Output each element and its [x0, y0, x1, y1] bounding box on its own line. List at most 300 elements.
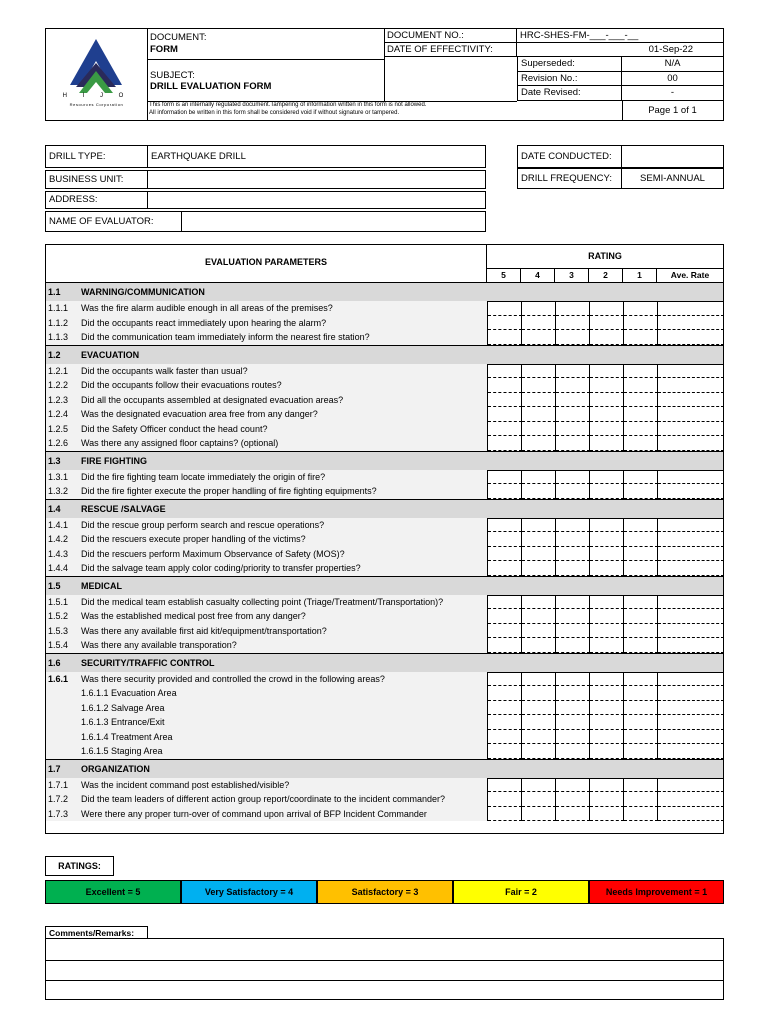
- evaluation-item: [46, 316, 723, 331]
- rating-cell[interactable]: [556, 561, 590, 576]
- rating-cell[interactable]: [590, 532, 624, 547]
- rating-cell[interactable]: [556, 701, 590, 716]
- rating-cell[interactable]: [624, 301, 658, 316]
- rating-cell[interactable]: [590, 316, 624, 331]
- rating-cell[interactable]: [522, 364, 556, 379]
- evaluation-item: [46, 364, 723, 379]
- document-header: [45, 28, 724, 121]
- item-number: 1.7.3: [48, 808, 69, 819]
- rating-cell[interactable]: [522, 595, 556, 610]
- evaluation-item: [46, 547, 723, 562]
- item-number: 1.5.4: [48, 640, 69, 650]
- item-number: 1.2.6: [48, 438, 69, 448]
- document-value: FORM: [150, 44, 178, 55]
- evaluation-item: [46, 715, 723, 730]
- business-unit-field[interactable]: [147, 170, 486, 189]
- rating-cell[interactable]: [590, 547, 624, 562]
- rating-cell[interactable]: [624, 609, 658, 624]
- rating-scale-item: Fair = 2: [453, 880, 589, 904]
- rating-cells: [487, 470, 723, 485]
- rating-cell[interactable]: [556, 436, 590, 451]
- rating-cell[interactable]: [556, 792, 590, 807]
- date-revised-label: Date Revised:: [517, 86, 622, 101]
- rating-cells: [487, 484, 723, 499]
- item-number: 1.1.3: [48, 332, 69, 342]
- section-number: 1.1: [48, 287, 61, 297]
- item-question: 1.6.1.5 Staging Area: [81, 746, 163, 756]
- item-number: 1.2.5: [48, 423, 69, 434]
- rating-cell[interactable]: [522, 807, 556, 822]
- rating-cell[interactable]: [522, 792, 556, 807]
- page-number: Page 1 of 1: [648, 105, 697, 116]
- rating-col-header: 3: [555, 269, 589, 282]
- comments-label: Comments/Remarks:: [45, 926, 148, 939]
- rating-cell[interactable]: [658, 484, 724, 499]
- notice-cell: [147, 101, 623, 120]
- rating-cell[interactable]: [522, 436, 556, 451]
- item-number: 1.5.1: [48, 596, 69, 607]
- section-title: SECURITY/TRAFFIC CONTROL: [81, 657, 215, 668]
- rating-col-header: Ave. Rate: [670, 270, 710, 280]
- section-number: 1.3: [48, 455, 61, 466]
- rating-cell[interactable]: [556, 672, 590, 687]
- rating-cell[interactable]: [488, 393, 522, 408]
- rating-cell[interactable]: [658, 638, 724, 653]
- rating-cell[interactable]: [488, 715, 522, 730]
- section-title: ORGANIZATION: [81, 763, 150, 774]
- section-title: EVACUATION: [81, 349, 140, 360]
- rating-cell[interactable]: [624, 484, 658, 499]
- item-question: Was the fire alarm audible enough in all areas of the premises?: [81, 303, 333, 313]
- rating-cell[interactable]: [658, 532, 724, 547]
- rating-cell[interactable]: [658, 518, 724, 533]
- rating-cell[interactable]: [488, 561, 522, 576]
- rating-cell[interactable]: [658, 686, 724, 701]
- rating-cell[interactable]: [522, 686, 556, 701]
- date-conducted-field[interactable]: [621, 145, 724, 168]
- rating-cell[interactable]: [522, 316, 556, 331]
- rating-cells: [487, 609, 723, 624]
- rating-cell[interactable]: [590, 484, 624, 499]
- rating-cell[interactable]: [556, 715, 590, 730]
- drill-frequency-label: DRILL FREQUENCY:: [517, 168, 622, 189]
- rating-cell[interactable]: [590, 422, 624, 437]
- rating-cells: [487, 686, 723, 701]
- rating-cell[interactable]: [624, 744, 658, 759]
- rating-cell[interactable]: [556, 532, 590, 547]
- item-number: 1.7.1: [48, 779, 69, 790]
- evaluation-item: [46, 330, 723, 345]
- rating-cells: [487, 407, 723, 422]
- rating-cell[interactable]: [556, 595, 590, 610]
- document-number-label: DOCUMENT NO.:: [384, 29, 517, 43]
- rating-cell[interactable]: [488, 638, 522, 653]
- logo: [46, 29, 148, 120]
- rating-cell[interactable]: [522, 518, 556, 533]
- rating-cell[interactable]: [658, 561, 724, 576]
- rating-cell[interactable]: [488, 730, 522, 745]
- rating-cell[interactable]: [624, 422, 658, 437]
- comment-line: [46, 980, 723, 981]
- rating-cell[interactable]: [590, 730, 624, 745]
- document-type-cell: [147, 29, 385, 60]
- item-number: 1.4.3: [48, 548, 69, 559]
- item-question: Did the rescuers execute proper handling of the victims?: [81, 534, 306, 544]
- item-number: 1.2.3: [48, 394, 69, 405]
- section-number: 1.2: [48, 349, 61, 360]
- rating-cell[interactable]: [590, 778, 624, 793]
- item-question: Did the occupants follow their evacuations routes?: [81, 380, 282, 390]
- rating-cell[interactable]: [590, 330, 624, 345]
- rating-cell[interactable]: [556, 686, 590, 701]
- rating-col-header: 2: [589, 269, 623, 282]
- rating-cell[interactable]: [624, 778, 658, 793]
- rating-cell[interactable]: [522, 561, 556, 576]
- rating-cell[interactable]: [522, 330, 556, 345]
- rating-cell[interactable]: [658, 547, 724, 562]
- rating-cell[interactable]: [488, 364, 522, 379]
- rating-cell[interactable]: [488, 624, 522, 639]
- rating-cells: [487, 792, 723, 807]
- item-question: Was there any assigned floor captains? (optional): [81, 438, 279, 448]
- rating-cell[interactable]: [488, 532, 522, 547]
- item-question: Did the fire fighter execute the proper handling of fire fighting equipments?: [81, 486, 377, 496]
- rating-cell[interactable]: [658, 715, 724, 730]
- rating-cell[interactable]: [624, 364, 658, 379]
- rating-area-border: [487, 301, 723, 302]
- item-question: Was there any available transporation?: [81, 640, 237, 650]
- item-question: Did the fire fighting team locate immediately the origin of fire?: [81, 471, 326, 482]
- rating-cell[interactable]: [658, 609, 724, 624]
- evaluation-item: [46, 518, 723, 533]
- item-number: 1.2.4: [48, 409, 69, 419]
- rating-cell[interactable]: [624, 792, 658, 807]
- rating-cell[interactable]: [624, 316, 658, 331]
- item-question: Did the team leaders of different action group report/coordinate to the incident commander?: [81, 794, 446, 804]
- rating-cell[interactable]: [522, 378, 556, 393]
- rating-cell[interactable]: [590, 393, 624, 408]
- logo-subtext: Resources Corporation: [69, 102, 124, 107]
- ratings-title: RATINGS:: [45, 856, 114, 876]
- item-question: Were there any proper turn-over of command upon arrival of BFP Incident Commander: [81, 808, 427, 819]
- rating-cell[interactable]: [522, 624, 556, 639]
- rating-cell[interactable]: [658, 807, 724, 822]
- item-question: 1.6.1.4 Treatment Area: [81, 731, 173, 742]
- rating-cell[interactable]: [658, 778, 724, 793]
- item-question: Was the designated evacuation area free from any danger?: [81, 409, 318, 419]
- rating-cell[interactable]: [658, 378, 724, 393]
- rating-cells: [487, 672, 723, 687]
- rating-cell[interactable]: [590, 609, 624, 624]
- rating-cell[interactable]: [488, 330, 522, 345]
- evaluation-item: [46, 609, 723, 624]
- drill-frequency-value[interactable]: SEMI-ANNUAL: [621, 168, 724, 189]
- rating-cell[interactable]: [590, 407, 624, 422]
- rating-cell[interactable]: [556, 407, 590, 422]
- revision-label: Revision No.:: [517, 72, 622, 86]
- rating-cell[interactable]: [658, 672, 724, 687]
- rating-cell[interactable]: [556, 609, 590, 624]
- rating-cell[interactable]: [522, 715, 556, 730]
- rating-cell[interactable]: [590, 672, 624, 687]
- section-title: WARNING/COMMUNICATION: [81, 287, 205, 297]
- superseded-label: Superseded:: [517, 57, 622, 72]
- rating-cell[interactable]: [522, 609, 556, 624]
- document-label: DOCUMENT:: [150, 32, 207, 43]
- evaluation-item: [46, 407, 723, 422]
- item-number: 1.1.2: [48, 317, 69, 328]
- item-number: 1.1.1: [48, 303, 69, 313]
- item-question: 1.6.1.2 Salvage Area: [81, 702, 165, 713]
- drill-type-value[interactable]: EARTHQUAKE DRILL: [147, 145, 486, 168]
- rating-cell[interactable]: [488, 595, 522, 610]
- rating-cell[interactable]: [590, 807, 624, 822]
- rating-cell[interactable]: [488, 407, 522, 422]
- rating-cells: [487, 744, 723, 759]
- rating-cells: [487, 561, 723, 576]
- item-question: Did the occupants react immediately upon hearing the alarm?: [81, 317, 327, 328]
- subject-cell: [147, 59, 385, 102]
- comments-box[interactable]: [45, 938, 724, 1000]
- rating-cell[interactable]: [624, 701, 658, 716]
- rating-area-border: [487, 470, 723, 471]
- rating-cell[interactable]: [556, 393, 590, 408]
- rating-cell[interactable]: [624, 638, 658, 653]
- rating-cell[interactable]: [488, 484, 522, 499]
- superseded-value: N/A: [622, 57, 723, 72]
- rating-cell[interactable]: [658, 330, 724, 345]
- rating-cell[interactable]: [556, 624, 590, 639]
- rating-cells: [487, 316, 723, 331]
- rating-cell[interactable]: [624, 595, 658, 610]
- rating-cell[interactable]: [658, 393, 724, 408]
- rating-cell[interactable]: [522, 470, 556, 485]
- rating-cell[interactable]: [590, 701, 624, 716]
- rating-cell[interactable]: [624, 672, 658, 687]
- evaluation-item: [46, 393, 723, 408]
- rating-cells: [487, 547, 723, 562]
- subject-value: DRILL EVALUATION FORM: [150, 81, 272, 92]
- rating-cell[interactable]: [488, 701, 522, 716]
- rating-cell[interactable]: [522, 730, 556, 745]
- rating-cell[interactable]: [590, 561, 624, 576]
- rating-cell[interactable]: [624, 624, 658, 639]
- evaluation-item: [46, 532, 723, 547]
- rating-cell[interactable]: [590, 686, 624, 701]
- business-unit-label: BUSINESS UNIT:: [45, 170, 148, 189]
- rating-cell[interactable]: [556, 484, 590, 499]
- rating-cell[interactable]: [522, 422, 556, 437]
- revision-value: 00: [622, 72, 723, 86]
- rating-cell[interactable]: [522, 532, 556, 547]
- rating-cell[interactable]: [488, 518, 522, 533]
- evaluation-item: [46, 624, 723, 639]
- rating-cell[interactable]: [624, 730, 658, 745]
- rating-cell[interactable]: [658, 595, 724, 610]
- item-question: Was the incident command post established/visible?: [81, 779, 290, 790]
- item-number: 1.3.1: [48, 471, 69, 482]
- item-question: Did the medical team establish casualty collecting point (Triage/Treatment/Transportation)?: [81, 596, 444, 607]
- section-header: [46, 499, 723, 518]
- rating-cell[interactable]: [488, 316, 522, 331]
- rating-cell[interactable]: [590, 638, 624, 653]
- rating-cell[interactable]: [624, 532, 658, 547]
- subject-label: SUBJECT:: [150, 70, 195, 81]
- rating-cell[interactable]: [658, 436, 724, 451]
- rating-area-border: [487, 778, 723, 779]
- rating-cell[interactable]: [624, 807, 658, 822]
- rating-cell[interactable]: [556, 778, 590, 793]
- rating-cells: [487, 364, 723, 379]
- section-header: [46, 345, 723, 364]
- rating-cell[interactable]: [590, 364, 624, 379]
- rating-cell[interactable]: [556, 378, 590, 393]
- rating-cell[interactable]: [556, 518, 590, 533]
- section-header: [46, 759, 723, 778]
- item-question: 1.6.1.1 Evacuation Area: [81, 688, 177, 698]
- rating-cell[interactable]: [556, 422, 590, 437]
- rating-cells: [487, 807, 723, 822]
- item-number: 1.4.2: [48, 534, 69, 544]
- item-number: 1.4.4: [48, 563, 69, 573]
- rating-cell[interactable]: [590, 470, 624, 485]
- rating-area-border: [487, 595, 723, 596]
- rating-cell[interactable]: [624, 470, 658, 485]
- rating-cell[interactable]: [658, 316, 724, 331]
- rating-scale-item: Very Satisfactory = 4: [181, 880, 317, 904]
- rating-cell[interactable]: [556, 638, 590, 653]
- rating-cell[interactable]: [658, 407, 724, 422]
- rating-cell[interactable]: [658, 470, 724, 485]
- rating-columns: [487, 269, 723, 282]
- rating-scale-item: Needs Improvement = 1: [589, 880, 724, 904]
- address-field[interactable]: [147, 191, 486, 209]
- document-number-value: HRC-SHES-FM-___-___-__: [517, 29, 723, 43]
- rating-cells: [487, 715, 723, 730]
- evaluator-field[interactable]: [181, 211, 486, 232]
- rating-cell[interactable]: [590, 715, 624, 730]
- rating-cell[interactable]: [556, 730, 590, 745]
- rating-cells: [487, 638, 723, 653]
- rating-cell[interactable]: [488, 807, 522, 822]
- rating-cell[interactable]: [522, 778, 556, 793]
- rating-cell[interactable]: [488, 470, 522, 485]
- rating-cell[interactable]: [488, 744, 522, 759]
- rating-cell[interactable]: [556, 547, 590, 562]
- rating-area-border: [487, 518, 723, 519]
- rating-cell[interactable]: [658, 792, 724, 807]
- evaluation-parameters-header: EVALUATION PARAMETERS: [46, 245, 487, 282]
- rating-cells: [487, 532, 723, 547]
- rating-cell[interactable]: [522, 547, 556, 562]
- item-number: 1.7.2: [48, 794, 69, 804]
- rating-cell[interactable]: [556, 744, 590, 759]
- rating-cell[interactable]: [624, 518, 658, 533]
- rating-cell[interactable]: [624, 547, 658, 562]
- rating-cell[interactable]: [522, 672, 556, 687]
- rating-cell[interactable]: [658, 624, 724, 639]
- rating-cell[interactable]: [624, 715, 658, 730]
- rating-cell[interactable]: [658, 730, 724, 745]
- rating-cell[interactable]: [488, 301, 522, 316]
- rating-cell[interactable]: [522, 393, 556, 408]
- rating-cell[interactable]: [556, 330, 590, 345]
- rating-cell[interactable]: [624, 686, 658, 701]
- rating-cell[interactable]: [488, 436, 522, 451]
- drill-type-label: DRILL TYPE:: [45, 145, 148, 168]
- rating-cell[interactable]: [590, 624, 624, 639]
- rating-cell[interactable]: [556, 364, 590, 379]
- rating-cell[interactable]: [658, 364, 724, 379]
- rating-cell[interactable]: [624, 436, 658, 451]
- rating-cell[interactable]: [590, 301, 624, 316]
- rating-cell[interactable]: [624, 378, 658, 393]
- rating-cell[interactable]: [590, 436, 624, 451]
- rating-cell[interactable]: [522, 407, 556, 422]
- evaluation-item: [46, 744, 723, 759]
- rating-cell[interactable]: [624, 561, 658, 576]
- rating-cell[interactable]: [658, 301, 724, 316]
- rating-cells: [487, 701, 723, 716]
- rating-cell[interactable]: [624, 393, 658, 408]
- rating-scale-item: Satisfactory = 3: [317, 880, 453, 904]
- evaluation-item: [46, 436, 723, 451]
- rating-cell[interactable]: [658, 744, 724, 759]
- rating-cell[interactable]: [624, 407, 658, 422]
- rating-cell[interactable]: [488, 547, 522, 562]
- rating-cell[interactable]: [522, 301, 556, 316]
- notice-line-1: This form is an internally regulated document.Tampering of information written in this form is not allowed.: [149, 102, 427, 108]
- rating-cell[interactable]: [522, 638, 556, 653]
- section-title: FIRE FIGHTING: [81, 455, 147, 466]
- rating-cell[interactable]: [590, 378, 624, 393]
- rating-cell[interactable]: [556, 470, 590, 485]
- rating-cell[interactable]: [522, 744, 556, 759]
- rating-cell[interactable]: [658, 422, 724, 437]
- rating-cell[interactable]: [488, 686, 522, 701]
- effectivity-label: DATE OF EFFECTIVITY:: [384, 43, 517, 57]
- rating-cell[interactable]: [488, 422, 522, 437]
- rating-cells: [487, 595, 723, 610]
- rating-cell[interactable]: [488, 378, 522, 393]
- rating-cell[interactable]: [488, 792, 522, 807]
- rating-cell[interactable]: [590, 595, 624, 610]
- rating-cell[interactable]: [488, 778, 522, 793]
- rating-cell[interactable]: [624, 330, 658, 345]
- section-title: RESCUE /SALVAGE: [81, 503, 166, 514]
- logo-text: H I J O: [62, 93, 131, 99]
- rating-cell[interactable]: [556, 316, 590, 331]
- rating-cell[interactable]: [488, 672, 522, 687]
- rating-cell[interactable]: [658, 701, 724, 716]
- rating-cell[interactable]: [590, 744, 624, 759]
- rating-cell[interactable]: [590, 518, 624, 533]
- rating-cell[interactable]: [556, 807, 590, 822]
- item-question: Did the rescue group perform search and rescue operations?: [81, 519, 325, 530]
- item-number: 1.5.3: [48, 625, 69, 636]
- item-number: 1.3.2: [48, 486, 69, 496]
- rating-cell[interactable]: [590, 792, 624, 807]
- effectivity-value: 01-Sep-22: [517, 43, 723, 57]
- evaluation-item: [46, 561, 723, 576]
- rating-cell[interactable]: [522, 701, 556, 716]
- rating-cell[interactable]: [488, 609, 522, 624]
- evaluation-item: [46, 484, 723, 499]
- section-header: [46, 576, 723, 595]
- evaluation-item: [46, 378, 723, 393]
- rating-cell[interactable]: [556, 301, 590, 316]
- rating-cell[interactable]: [522, 484, 556, 499]
